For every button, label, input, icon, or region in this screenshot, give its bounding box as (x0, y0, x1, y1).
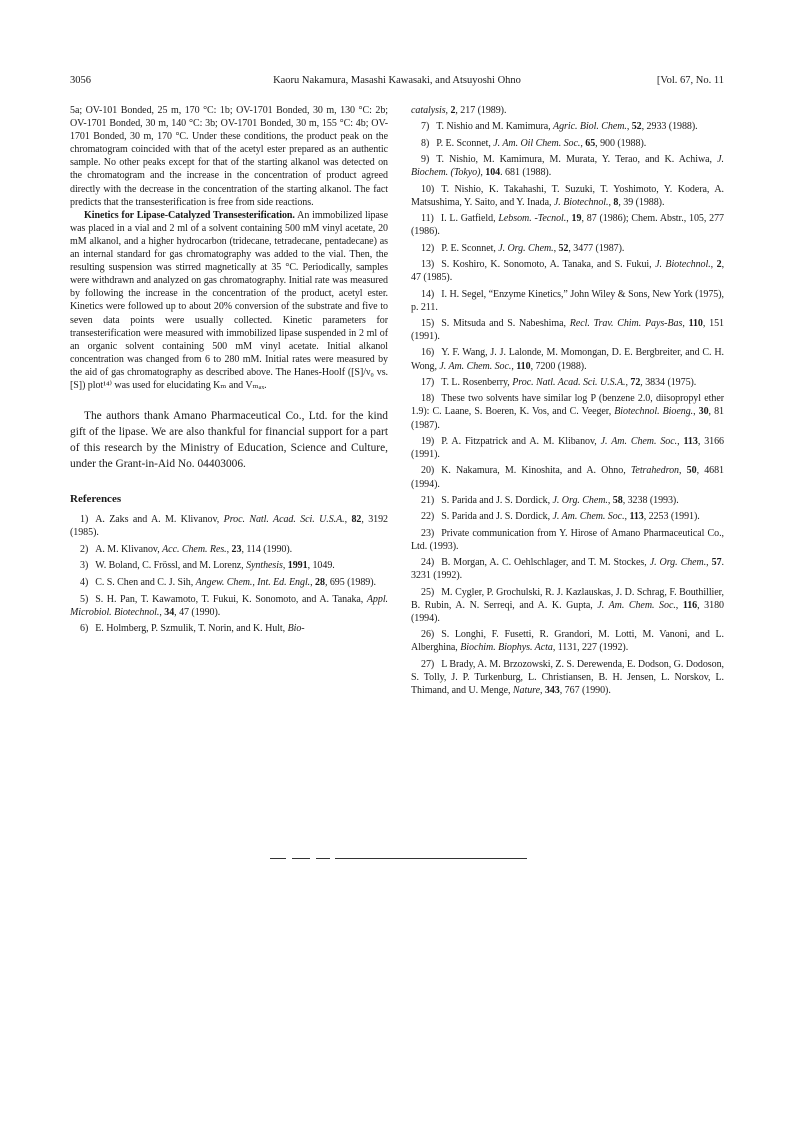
reference-item (70, 513, 388, 539)
running-authors: Kaoru Nakamura, Masashi Kawasaki, and Atsuyoshi Ohno (273, 75, 521, 86)
reference-journal: Angew. Chem., Int. Ed. Engl. (195, 576, 311, 588)
end-rule-segment (292, 858, 310, 859)
kinetics-heading: Kinetics for Lipase-Catalyzed Transesterification. (84, 209, 295, 221)
reference-pages: , 87 (1986); Chem. Abstr., 105, 277 (1986). (411, 213, 724, 238)
reference-number: 9) (421, 154, 430, 166)
end-rule-segment (270, 858, 286, 859)
kinetics-text: An immobilized lipase was placed in a vial and 2 ml of a solvent containing 500 mM vinyl acetate, 20 mM alkanol, and a higher hydrocarbon (tridecane, tetradecane, pentadecane) as an internal standard for gas chromatography was added to the vial. Then, the resulting suspension was stirred magnetically at 35 °C. Periodically, samples were withdrawn and analyzed on gas chromatography. Initial rate was measured by following the increase in the concentration of the product, acetyl ester. Kinetics were followed up to about 20% conversion of the substrate and five to seven data points were usually collected. Kinetic parameters for transesterification were measured with immobilized lipase suspended in 2 ml of an organic solvent containing 500 mM vinyl acetate. Initial alkanol concentration was changed from 6 to 280 mM. Initial rates were measured by the aid of gas chromatography as described above. The Hanes-Hoolf ([S]/ν₀ vs. [S]) plot¹⁴⁾ was used for elucidating Kₘ and Vₘₐₓ. (70, 209, 388, 391)
reference-number: 18) (421, 393, 435, 405)
reference-volume: 8 (613, 196, 619, 208)
reference-authors: S. Parida and J. S. Dordick, (441, 511, 553, 523)
reference-item (411, 346, 724, 372)
reference-number: 1) (80, 514, 89, 526)
reference-number: 13) (421, 259, 435, 271)
page-number: 3056 (70, 75, 91, 86)
reference-pages: . 681 (1988). (500, 167, 552, 179)
reference-journal: Tetrahedron (630, 465, 680, 477)
reference-sep: , (282, 560, 288, 572)
reference-pages: , 39 (1988). (618, 196, 665, 208)
reference-number: 3) (80, 560, 89, 572)
references-list-right (411, 104, 724, 697)
reference-authors: S. Parida and J. S. Dordick, (441, 494, 553, 506)
reference-journal: Proc. Natl. Acad. Sci. U.S.A. (512, 376, 626, 388)
reference-volume: 28 (315, 576, 325, 588)
reference-number: 17) (421, 376, 435, 388)
reference-sep: , (480, 167, 486, 179)
reference-sep: , (552, 642, 558, 654)
reference-sep: , (159, 606, 165, 618)
reference-pages: , 217 (1989). (455, 105, 507, 116)
reference-pages: , 3477 (1987). (568, 242, 625, 254)
reference-volume: 52 (631, 121, 642, 133)
reference-number: 14) (421, 288, 435, 300)
reference-journal: J. Org. Chem. (552, 494, 608, 506)
reference-number: 10) (421, 183, 435, 195)
reference-pages: , 1049. (307, 560, 335, 572)
reference-number: 20) (421, 465, 435, 477)
reference-item (70, 576, 388, 589)
reference-pages: , 47 (1985). (411, 259, 725, 284)
reference-sep: , (679, 465, 687, 477)
reference-volume: 58 (612, 494, 623, 506)
reference-journal: J. Am. Oil Chem. Soc. (493, 137, 581, 149)
reference-item (411, 464, 724, 490)
reference-sep: , (553, 242, 559, 254)
acknowledgment: The authors thank Amano Pharmaceutical Co., Ltd. for the kind gift of the lipase. We are also thankful for financial support for a part of this research by the Ministry of Education, Science and Culture, under the Grant-in-Aid No. 04403006. (70, 410, 388, 471)
reference-authors: Private communication from Y. Hirose of Amano Pharmaceutical Co., Ltd. (1993). (411, 527, 724, 552)
reference-number: 2) (80, 543, 89, 555)
reference-volume: 52 (558, 242, 569, 254)
reference-pages: , 114 (1990). (241, 543, 293, 555)
reference-item (411, 392, 724, 431)
reference-pages: , 2253 (1991). (643, 511, 700, 523)
reference-journal: Acc. Chem. Res. (162, 543, 227, 555)
reference-item (70, 543, 388, 556)
reference-pages: , 695 (1989). (324, 576, 376, 588)
reference-journal: Lebsom. -Tecnol. (498, 213, 567, 225)
reference-number: 4) (80, 576, 89, 588)
reference-volume: 110 (516, 360, 531, 372)
reference-number: 24) (421, 557, 435, 569)
reference-authors: These two solvents have similar log P (benzene 2.0, diisopropyl ether 1.9): C. Laane, S. Boeren, K. Vos, and C. Veeger, (411, 393, 724, 418)
reference-pages: , 767 (1990). (559, 684, 611, 696)
reference-authors: M. Cygler, P. Grochulski, R. J. Kazlauskas, J. D. Schrag, F. Bouthillier, B. Rubin, A. N. Serreqi, and A. K. Gupta, (411, 586, 724, 611)
reference-item (411, 527, 724, 553)
volume-info: [Vol. 67, No. 11 (656, 75, 724, 86)
reference-number: 22) (421, 511, 435, 523)
reference-item (411, 586, 724, 625)
reference-sep: , (693, 406, 699, 418)
reference-authors: S. H. Pan, T. Kawamoto, T. Fukui, K. Sonomoto, and A. Tanaka, (95, 593, 367, 605)
reference-authors: Y. F. Wang, J. J. Lalonde, M. Momongan, D. E. Bergbreiter, and C. H. Wong, (411, 347, 724, 372)
reference-number: 19) (421, 435, 435, 447)
reference-item (411, 120, 724, 133)
reference-pages: , 3238 (1993). (622, 494, 679, 506)
reference-pages: 1131, 227 (1992). (557, 642, 629, 654)
reference-volume: 104 (485, 167, 501, 179)
running-header (70, 74, 724, 88)
reference-authors: P. E. Sconnet, (441, 242, 499, 254)
reference-pages: , 3166 (1991). (411, 435, 724, 461)
reference-authors: T. Nishio and M. Kamimura, (436, 121, 554, 133)
reference-journal: J. Biotechnol. (553, 196, 609, 208)
reference-journal: catalysis (411, 105, 446, 116)
reference-volume: 19 (571, 213, 582, 225)
reference-sep: , (580, 137, 586, 149)
left-column (70, 104, 388, 639)
reference-number: 21) (421, 494, 435, 506)
reference-sep: , (607, 494, 613, 506)
reference-journal: Agric. Biol. Chem. (553, 121, 627, 133)
reference-authors: T. L. Rosenberry, (441, 376, 513, 388)
reference-item (411, 494, 724, 507)
reference-pages: , 900 (1988). (595, 137, 647, 149)
reference-authors: A. M. Klivanov, (95, 543, 163, 555)
reference-authors: I. L. Gatfield, (440, 213, 499, 225)
reference-sep: , (710, 259, 717, 271)
reference-volume: 1991 (287, 560, 308, 572)
reference-number: 25) (421, 586, 435, 598)
reference-item (70, 559, 388, 572)
references-heading: References (70, 493, 122, 506)
reference-item (411, 258, 724, 284)
reference-number: 15) (421, 317, 435, 329)
references-list-left (70, 513, 388, 635)
reference-sep: , (624, 511, 630, 523)
reference-number: 5) (80, 593, 89, 605)
reference-journal: Biotechnol. Bioeng. (614, 406, 694, 418)
reference-sep: , (445, 105, 451, 116)
reference-volume: 2 (716, 259, 722, 271)
reference-journal: Bio- (287, 623, 305, 635)
reference-journal: Synthesis (246, 560, 283, 572)
reference-pages: . 3231 (1992). (411, 557, 724, 582)
reference-volume: 50 (686, 465, 697, 477)
reference-pages: , 47 (1990). (174, 606, 221, 618)
reference-volume: 65 (585, 137, 596, 149)
reference-sep: , (310, 576, 316, 588)
reference-sep: , (706, 557, 712, 569)
reference-sep: , (511, 360, 517, 372)
reference-pages: , 81 (1987). (411, 406, 724, 431)
reference-item (411, 376, 724, 389)
right-column (411, 104, 724, 700)
reference-item (411, 153, 724, 179)
reference-sep: , (626, 121, 632, 133)
end-rule (335, 858, 527, 859)
reference-volume: 34 (164, 606, 175, 618)
reference-item (411, 288, 724, 314)
reference-volume: 343 (544, 684, 560, 696)
reference-pages: , 2933 (1988). (641, 121, 698, 133)
reference-authors: I. H. Segel, “Enzyme Kinetics,” John Wiley & Sons, New York (1975), p. 211. (411, 288, 724, 313)
reference-sep: , (540, 684, 545, 696)
reference-volume: 110 (688, 317, 703, 329)
reference-item (411, 510, 724, 523)
reference-volume: 116 (682, 599, 698, 611)
reference-authors: C. S. Chen and C. J. Sih, (95, 576, 196, 588)
reference-volume: 113 (629, 511, 644, 523)
kinetics-paragraph (70, 209, 388, 392)
reference-number: 6) (80, 623, 89, 635)
end-rule-segment (316, 858, 330, 859)
reference-number: 11) (421, 213, 434, 225)
reference-number: 27) (421, 658, 435, 670)
reference-sep: , (675, 599, 683, 611)
reference-volume: 2 (450, 105, 456, 116)
reference-sep: , (344, 514, 352, 526)
reference-authors: T. Nishio, M. Kamimura, M. Murata, Y. Terao, and K. Achiwa, (436, 154, 718, 166)
reference-volume: 72 (630, 376, 641, 388)
reference-item (70, 622, 388, 635)
reference-volume: 82 (351, 514, 362, 526)
reference-number: 26) (421, 629, 435, 641)
reference-item (411, 212, 724, 238)
reference-number: 23) (421, 527, 435, 539)
reference-authors: S. Longhi, F. Fusetti, R. Grandori, M. Lotti, M. Vanoni, and L. Alberghina, (411, 629, 724, 654)
reference-authors: B. Morgan, A. C. Oehlschlager, and T. M. Stockes, (441, 557, 650, 569)
reference-authors: P. E. Sconnet, (436, 137, 494, 149)
reference-item (411, 628, 724, 654)
reference-authors: E. Holmberg, P. Szmulik, T. Norin, and K. Hult, (95, 623, 288, 635)
reference-authors: L Brady, A. M. Brzozowski, Z. S. Derewenda, E. Dodson, G. Dodoson, S. Tolly, J. P. Turkenburg, L. Christiansen, B. H. Jensen, L. Norskov, L. Thimand, and U. Menge, (411, 658, 724, 696)
reference-pages: , 3192 (1985). (70, 514, 389, 539)
reference-item (411, 242, 724, 255)
reference-journal: J. Am. Chem. Soc. (597, 599, 676, 611)
reference-journal: Recl. Trav. Chim. Pays-Bas (569, 317, 683, 329)
reference-journal: J. Biotechnol. (655, 259, 711, 271)
reference-authors: A. Zaks and A. M. Klivanov, (95, 514, 224, 526)
reference-journal: Biochim. Biophys. Acta (460, 642, 553, 654)
reference-item (411, 137, 724, 150)
gc-conditions-paragraph: 5a; OV-101 Bonded, 25 m, 170 °C: 1b; OV-1701 Bonded, 30 m, 130 °C: 2b; OV-1701 Bonded, 30 m, 140 °C: 3b; OV-1701 Bonded, 30 m, 155 °C: 4b; OV-1701 Bonded, 30 m, 170 °C. Under these conditions, the product peak on the chromatogram coincided with that of the acetyl ester prepared as an authentic sample. No other peaks except for that of the starting alkanol was detected on the chromatogram and the increase in the concentration of product agreed directly with the decrease in the concentration of the starting alkanol. The fact predicts that the transesterification is free from side reactions. (70, 105, 388, 208)
reference-journal: J. Am. Chem. Soc. (552, 511, 625, 523)
reference-sep: , (682, 317, 689, 329)
reference-volume: 23 (231, 543, 242, 555)
reference-item (411, 556, 724, 582)
reference-sep: , (608, 196, 614, 208)
reference-volume: 113 (683, 435, 698, 447)
reference-journal: Nature (512, 684, 540, 696)
reference-item (411, 183, 724, 209)
reference-sep: , (226, 543, 232, 555)
reference-pages: , 3834 (1975). (640, 376, 697, 388)
reference-journal: J. Org. Chem. (649, 557, 707, 569)
reference-journal: Proc. Natl. Acad. Sci. U.S.A. (223, 514, 345, 526)
reference-pages: , 3180 (1994). (411, 599, 724, 624)
reference-authors: W. Boland, C. Frössl, and M. Lorenz, (95, 560, 247, 572)
reference-item (70, 593, 388, 619)
reference-number: 12) (421, 242, 435, 254)
reference-item (411, 104, 724, 117)
reference-volume: 57 (711, 557, 722, 569)
reference-number: 7) (421, 121, 430, 133)
reference-journal: J. Am. Chem. Soc. (600, 435, 678, 447)
reference-volume: 30 (698, 406, 709, 418)
reference-authors: S. Koshiro, K. Sonomoto, A. Tanaka, and S. Fukui, (441, 259, 656, 271)
reference-journal: J. Biochem. (Tokyo) (411, 154, 724, 179)
reference-sep: , (566, 213, 572, 225)
reference-number: 16) (421, 347, 435, 359)
reference-pages: , 7200 (1988). (530, 360, 587, 372)
reference-item (411, 658, 724, 697)
reference-sep: , (625, 376, 631, 388)
reference-authors: S. Mitsuda and S. Nabeshima, (441, 317, 570, 329)
reference-authors: T. Nishio, K. Takahashi, T. Suzuki, T. Yoshimoto, Y. Kodera, A. Matsushima, Y. Saito, and Y. Inada, (411, 183, 724, 208)
reference-journal: J. Org. Chem. (498, 242, 554, 254)
reference-pages: , 151 (1991). (411, 317, 724, 343)
reference-item (411, 317, 724, 343)
reference-authors: P. A. Fitzpatrick and A. M. Klibanov, (441, 435, 601, 447)
reference-item (411, 435, 724, 461)
reference-journal: Appl. Microbiol. Biotechnol. (70, 593, 388, 618)
reference-journal: J. Am. Chem. Soc. (439, 360, 512, 372)
reference-authors: K. Nakamura, M. Kinoshita, and A. Ohno, (441, 465, 631, 477)
reference-pages: , 4681 (1994). (411, 465, 725, 490)
reference-sep: , (677, 435, 684, 447)
reference-number: 8) (421, 137, 430, 149)
